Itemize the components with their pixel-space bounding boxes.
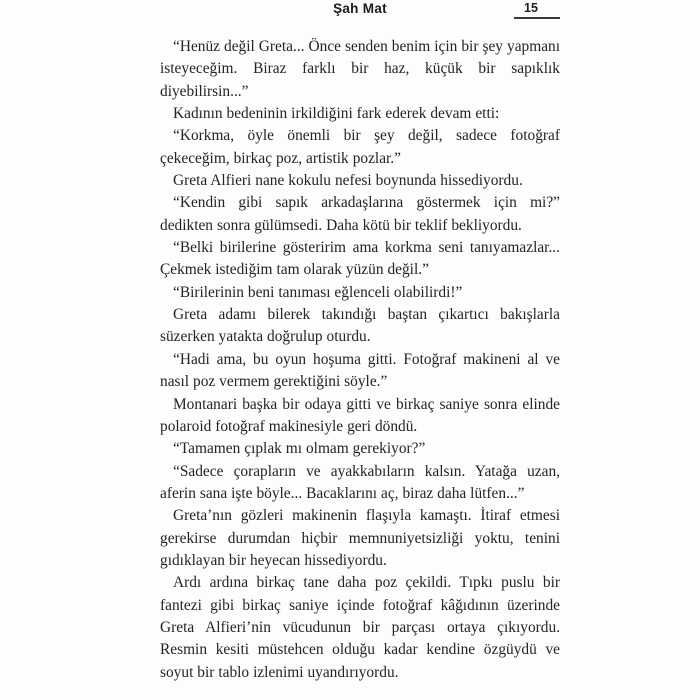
paragraph: Greta adamı bilerek takındığı baştan çıkartıcı bakışlarla süzerken yatakta doğrulup oturdu. [160,306,560,346]
paragraph: “Tamamen çıplak mı olmam gerekiyor?” [173,440,426,458]
paragraph: “Sadece çorapların ve ayakkabıların kalsın. Yatağa uzan, aferin sana işte böyle... Bacaklarını aç, biraz daha lütfen...” [160,462,560,502]
running-head [0,0,700,26]
paragraph: Kadının bedeninin irkildiğini fark ederek devam etti: [173,105,500,123]
paragraph: Ardı ardına birkaç tane daha poz çekildi. Tıpkı puslu bir fantezi gibi birkaç saniye içinde fotoğraf kâğıdının üzerinde Greta Alfieri’nin vücudunun bir parçası ortaya çıkıyordu. Resmin kesiti müstehcen olduğu kadar kendine özgüydü ve soyut bir tablo izlenimi uyandırıyordu. [160,574,560,681]
folio-rule [514,17,560,19]
paragraph: Greta’nın gözleri makinenin flaşıyla kamaştı. İtiraf etmesi gerekirse durumdan hiçbir memnuniyetsizliği yoktu, tenini gıdıklayan bir heyecan hissediyordu. [160,507,560,569]
paragraph: Montanari başka bir odaya gitti ve birkaç saniye sonra elinde polaroid fotoğraf makinesiyle geri döndü. [160,395,560,435]
paragraph: “Korkma, öyle önemli bir şey değil, sadece fotoğraf çekeceğim, birkaç poz, artistik pozlar.” [160,127,560,167]
paragraph: Greta Alfieri nane kokulu nefesi boynunda hissediyordu. [173,172,523,190]
paragraph: “Hadi ama, bu oyun hoşuma gitti. Fotoğraf makineni al ve nasıl poz vermem gerektiğini söyle.” [160,350,560,391]
paragraph: “Henüz değil Greta... Önce senden benim için bir şey yapmanı isteyeceğim. Biraz farklı bir haz, küçük bir sapıklık diyebilirsin...” [160,38,560,100]
folio [500,0,562,22]
paragraph: “Birilerinin beni tanıması eğlenceli olabilirdi!” [173,283,463,301]
page-number: 15 [524,1,538,15]
running-head-title: Şah Mat [333,1,387,16]
paragraph: “Belki birilerine gösteririm ama korkma seni tanıyamazlar... Çekmek istediğim tam olarak yüzün değil.” [160,239,560,279]
body-text [160,36,560,684]
paragraph: “Kendin gibi sapık arkadaşlarına göstermek için mi?” dedikten sonra gülümsedi. Daha kötü bir teklif bekliyordu. [160,194,560,234]
